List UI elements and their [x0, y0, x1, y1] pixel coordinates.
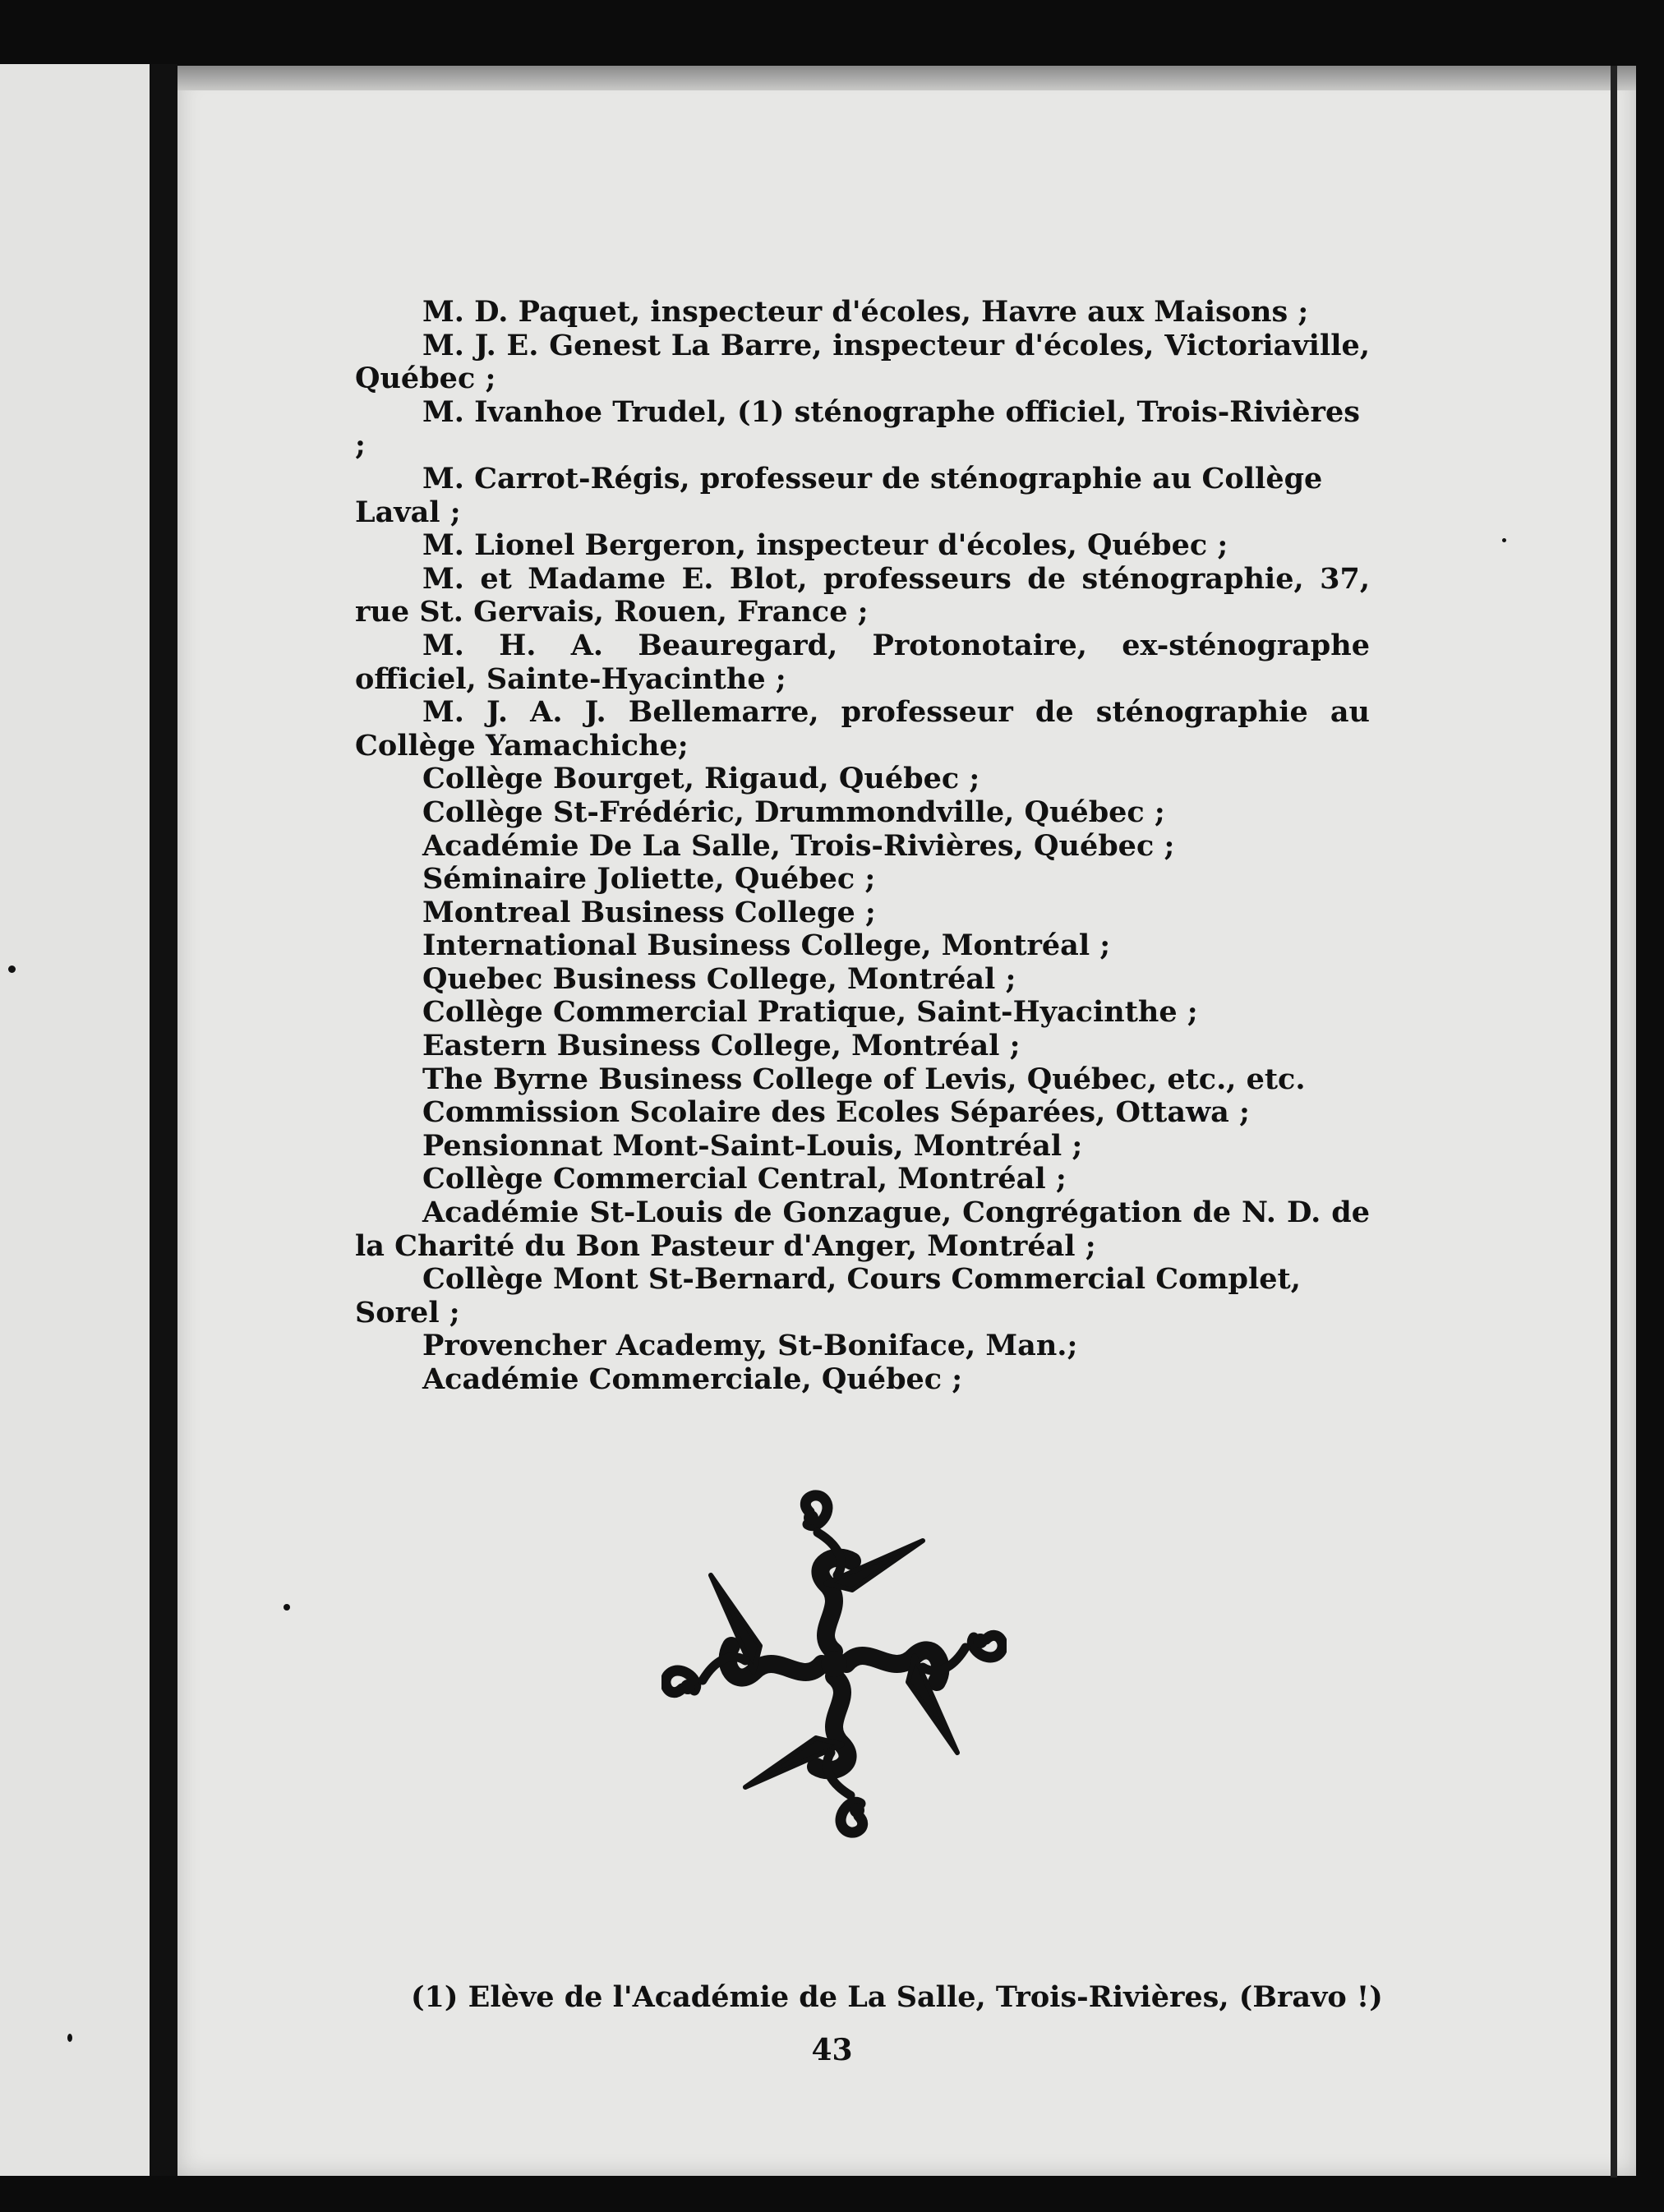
list-item: Séminaire Joliette, Québec ; — [422, 862, 876, 896]
list-item: International Business College, Montréal ; — [422, 929, 1111, 963]
page-number: 43 — [811, 2033, 853, 2067]
list-item: Académie Commerciale, Québec ; — [422, 1362, 963, 1396]
scan-speck — [1502, 538, 1506, 542]
footnote: (1) Elève de l'Académie de La Salle, Trois-Rivières, (Bravo !) — [411, 1980, 1383, 2014]
list-item: M. H. A. Beauregard, Protonotaire, ex-sténographe officiel, Sainte-Hyacinthe ; — [355, 628, 1370, 696]
list-item: Collège St-Frédéric, Drummondville, Québec ; — [422, 795, 1165, 829]
adjacent-page-strip — [0, 64, 150, 2176]
list-item: M. D. Paquet, inspecteur d'écoles, Havre aux Maisons ; — [422, 295, 1309, 329]
page-top-shadow — [177, 66, 1636, 90]
list-item: Commission Scolaire des Ecoles Séparées, Ottawa ; — [422, 1095, 1250, 1130]
list-item: Académie De La Salle, Trois-Rivières, Québec ; — [422, 828, 1175, 863]
list-item: M. et Madame E. Blot, professeurs de sténographie, 37, rue St. Gervais, Rouen, France ; — [355, 561, 1370, 629]
list-item: M. J. E. Genest La Barre, inspecteur d'écoles, Victoriaville, Québec ; — [355, 328, 1370, 396]
page-binding-edge — [150, 64, 177, 2176]
list-item: Collège Mont St-Bernard, Cours Commercial Complet, Sorel ; — [355, 1262, 1301, 1330]
list-item: Collège Commercial Central, Montréal ; — [422, 1162, 1067, 1196]
scan-speck — [8, 965, 16, 973]
fleuron-ornament-icon — [661, 1483, 1007, 1845]
list-item: M. Carrot-Régis, professeur de sténographie au Collège Laval ; — [355, 461, 1323, 529]
list-item: M. J. A. J. Bellemarre, professeur de sténographie au Collège Yamachiche; — [355, 695, 1370, 763]
list-item: M. Lionel Bergeron, inspecteur d'écoles, Québec ; — [422, 528, 1228, 563]
list-item: Montreal Business College ; — [422, 895, 876, 929]
scan-speck — [283, 1604, 290, 1611]
list-item: M. Ivanhoe Trudel, (1) sténographe officiel, Trois-Rivières ; — [355, 394, 1360, 463]
institution-list — [355, 296, 1370, 1397]
list-item: Eastern Business College, Montréal ; — [422, 1029, 1021, 1063]
page-right-edge — [1611, 66, 1617, 2177]
list-item: The Byrne Business College of Levis, Québec, etc., etc. — [422, 1062, 1306, 1096]
list-item: Pensionnat Mont-Saint-Louis, Montréal ; — [422, 1128, 1083, 1163]
list-item: Collège Commercial Pratique, Saint-Hyacinthe ; — [422, 995, 1198, 1030]
list-item: Collège Bourget, Rigaud, Québec ; — [422, 762, 980, 796]
list-item: Provencher Academy, St-Boniface, Man.; — [422, 1329, 1078, 1363]
list-item: Académie St-Louis de Gonzague, Congrégation de N. D. de la Charité du Bon Pasteur d'Anger, Montréal ; — [355, 1196, 1370, 1263]
list-item: Quebec Business College, Montréal ; — [422, 961, 1016, 996]
